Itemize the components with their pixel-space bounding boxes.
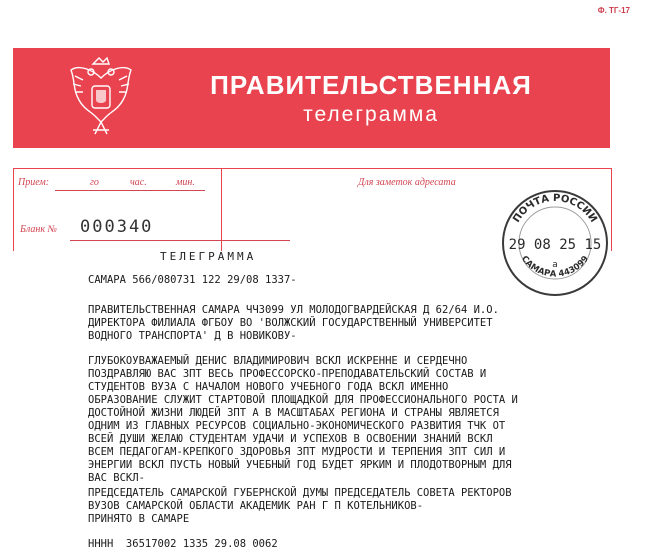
body-line: ПОЗДРАВЛЯЮ ВАС ЗПТ ВЕСЬ ПРОФЕССОРСКО-ПРЕПОДАВАТЕЛЬСКИЙ СОСТАВ И <box>88 368 487 380</box>
body-line: ДОСТОЙНОЙ ЖИЗНИ ЛЮДЕЙ ЗПТ А В МАСШТАБАХ РЕГИОНА И СТРАНЫ ЯВЛЯЕТСЯ <box>88 407 499 419</box>
svg-text:ПОЧТА РОССИИ <box>511 193 599 225</box>
banner-subtitle: телеграмма <box>303 103 439 126</box>
signature-line: ПРИНЯТО В САМАРЕ <box>88 513 190 525</box>
signature-line: ПРЕДСЕДАТЕЛЬ САМАРСКОЙ ГУБЕРНСКОЙ ДУМЫ ПРЕДСЕДАТЕЛЬ СОВЕТА РЕКТОРОВ <box>88 487 512 499</box>
body-line: ВСЕЙ ДУШИ ЖЕЛАЮ СТУДЕНТАМ УДАЧИ И УСПЕХОВ В ОСВОЕНИИ ЗНАНИЙ ВСКЛ <box>88 433 493 445</box>
minutes-label: мин. <box>176 177 195 188</box>
address-line: ВОДНОГО ТРАНСПОРТА' Д В НОВИКОВУ- <box>88 330 297 342</box>
signature-line: ВУЗОВ САМАРСКОЙ ОБЛАСТИ АКАДЕМИК РАН Г П КОТЕЛЬНИКОВ- <box>88 500 424 512</box>
body-line: ОДНИМ ИЗ ГЛАВНЫХ РЕСУРСОВ СОЦИАЛЬНО-ЭКОНОМИЧЕСКОГО РАЗВИТИЯ ТЧК ОТ <box>88 420 506 432</box>
received-underline <box>55 190 205 191</box>
notes-label: Для заметок адресата <box>358 177 456 188</box>
route-line: САМАРА 566/080731 122 29/08 1337- <box>88 274 297 286</box>
received-label: Прием: <box>18 177 50 188</box>
address-line: ПРАВИТЕЛЬСТВЕННАЯ САМАРА ЧЧ3099 УЛ МОЛОДОГВАРДЕЙСКАЯ Д 62/64 И.О. <box>88 304 499 316</box>
body-line: ОБРАЗОВАНИЕ СЛУЖИТ СТАРТОВОЙ ПЛОЩАДКОЙ ДЛЯ ПРОФЕССИОНАЛЬНОГО РОСТА И <box>88 394 518 406</box>
blank-number: 000340 <box>80 217 154 237</box>
body-line: ВАС ВСКЛ- <box>88 472 145 484</box>
stamp-top-text: ПОЧТА РОССИИ <box>511 192 599 225</box>
telegram-header: ТЕЛЕГРАММА <box>160 250 257 263</box>
address-line: ДИРЕКТОРА ФИЛИАЛА ФГБОУ ВО 'ВОЛЖСКИЙ ГОСУДАРСТВЕННЫЙ УНИВЕРСИТЕТ <box>88 317 493 329</box>
hours-label: час. <box>130 177 147 188</box>
go-label: го <box>90 177 99 188</box>
stamp-bottom-text: САМАРА 443099 <box>518 254 592 280</box>
stamp-date: 29 08 25 15 <box>508 237 602 253</box>
banner-title: ПРАВИТЕЛЬСТВЕННАЯ <box>210 70 532 100</box>
form-code: Ф. ТГ-17 <box>597 6 630 15</box>
body-line: ГЛУБОКОУВАЖАЕМЫЙ ДЕНИС ВЛАДИМИРОВИЧ ВСКЛ ИСКРЕННЕ И СЕРДЕЧНО <box>88 355 468 367</box>
body-line: ЭНЕРГИИ ВСКЛ ПУСТЬ НОВЫЙ УЧЕБНЫЙ ГОД БУДЕТ ЯРКИМ И ПЛОДОТВОРНЫМ ДЛЯ <box>88 459 512 471</box>
blank-label: Бланк № <box>20 224 57 235</box>
form-divider <box>221 169 222 251</box>
body-line: ВСЕМ ПЕДАГОГАМ-КРЕПКОГО ЗДОРОВЬЯ ЗПТ МУДРОСТИ И ТЕРПЕНИЯ ЗПТ СИЛ И <box>88 446 506 458</box>
coat-of-arms-icon <box>65 56 137 140</box>
body-line: СТУДЕНТОВ ВУЗА С НАЧАЛОМ НОВОГО УЧЕБНОГО ГОДА ВСКЛ ИМЕННО <box>88 381 449 393</box>
stamp-letter: а <box>552 260 558 270</box>
blank-underline <box>70 240 290 241</box>
postmark-stamp <box>497 183 613 299</box>
footer-line: НННН 36517002 1335 29.08 0062 <box>88 538 278 550</box>
telegram-banner <box>13 48 610 148</box>
